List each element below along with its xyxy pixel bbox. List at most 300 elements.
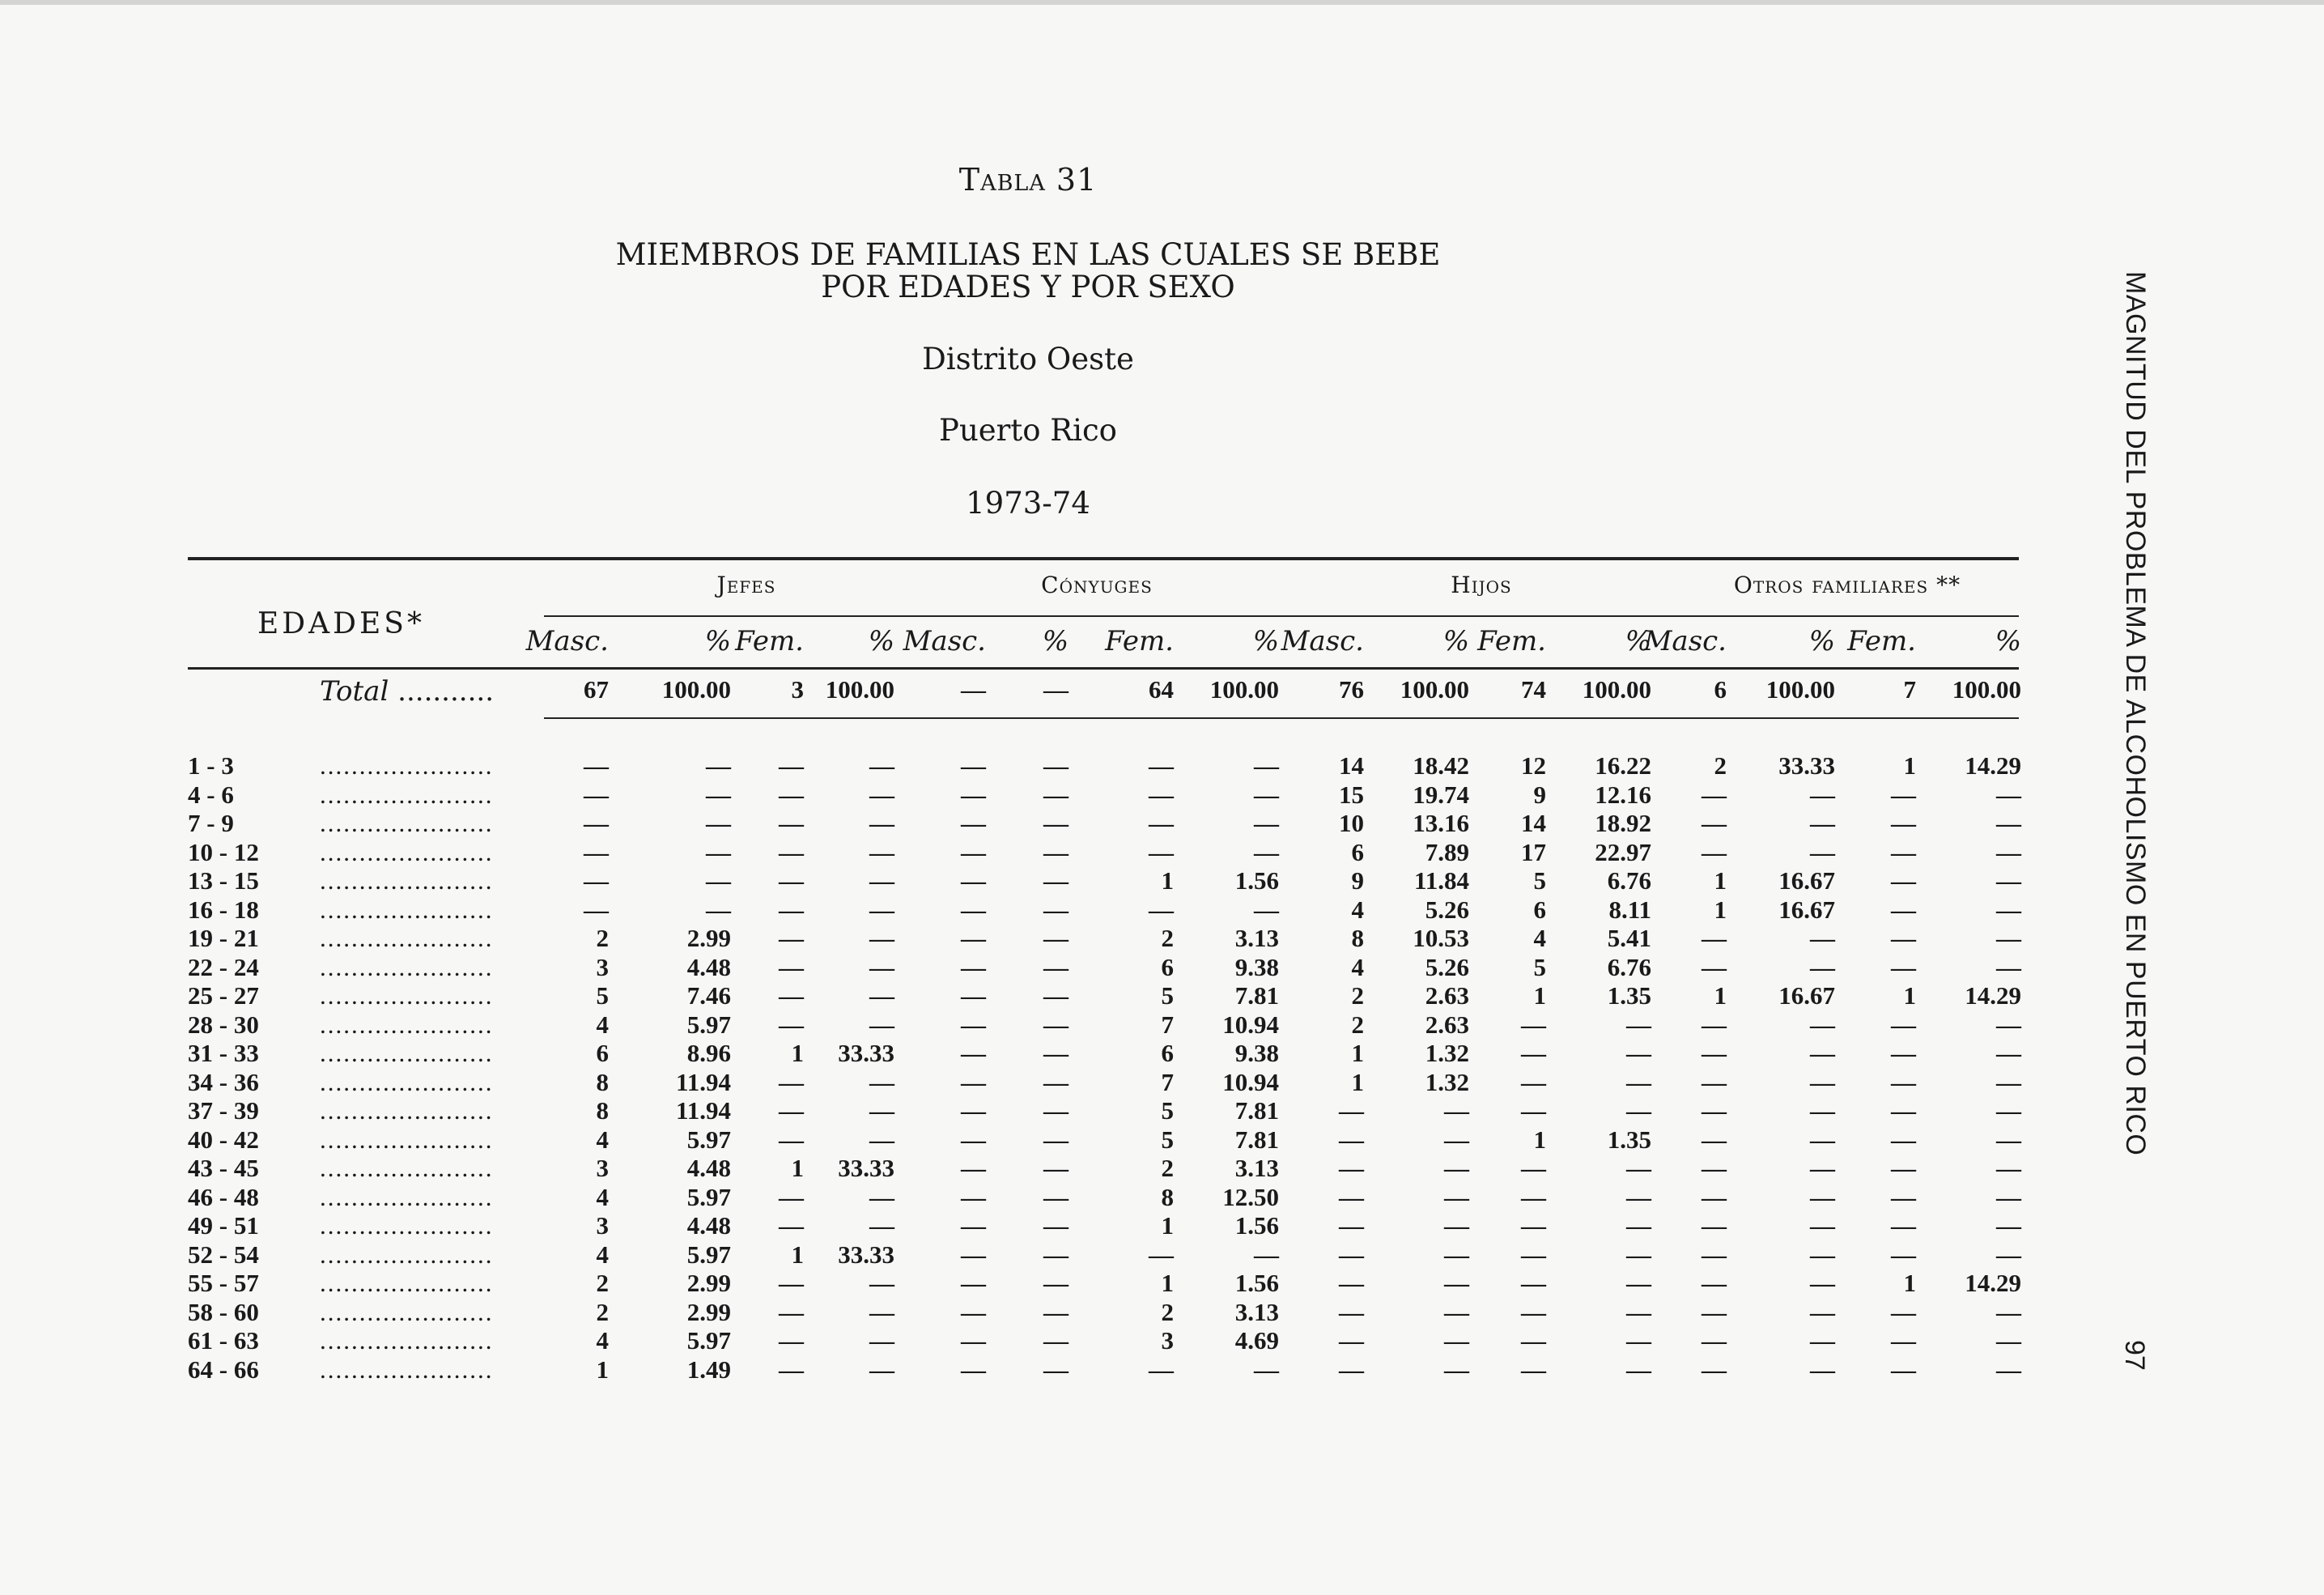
table-cell: 4 <box>596 1183 609 1211</box>
table-cell: 5.97 <box>686 1183 731 1211</box>
table-cell: 7 <box>1161 1010 1174 1039</box>
table-cell: — <box>869 751 894 780</box>
table-cell: 5 <box>1533 953 1546 981</box>
table-cell: — <box>961 1211 986 1240</box>
table-cell: — <box>1810 953 1835 981</box>
table-cell: — <box>1891 924 1916 952</box>
table-cell: 1 <box>1161 1269 1174 1297</box>
table-cell: — <box>869 866 894 895</box>
table-cell: 1 <box>791 1039 804 1067</box>
table-cell: — <box>1996 866 2021 895</box>
table-cell: — <box>1996 1039 2021 1067</box>
column-subheader: % <box>704 625 731 657</box>
table-cell: — <box>1996 1211 2021 1240</box>
row-age-label: 46 - 48 <box>188 1183 259 1211</box>
table-cell: 9.38 <box>1234 1039 1279 1067</box>
table-cell: — <box>779 1125 804 1154</box>
table-cell: — <box>1339 1125 1364 1154</box>
table-cell: — <box>1254 809 1279 837</box>
table-cell: 33.33 <box>1778 751 1835 780</box>
table-cell: — <box>1149 895 1174 924</box>
column-subheader: % <box>868 625 894 657</box>
total-cell: 100.00 <box>1765 675 1835 704</box>
table-cell: — <box>869 1298 894 1326</box>
table-cell: — <box>961 981 986 1010</box>
table-cell: — <box>1891 1326 1916 1355</box>
column-subheader: % <box>1442 625 1469 657</box>
table-cell: 14 <box>1521 809 1546 837</box>
column-subheader: Fem. <box>1847 625 1916 657</box>
table-cell: 2.63 <box>1425 981 1469 1010</box>
table-cell: — <box>1521 1269 1546 1297</box>
table-cell: 1.35 <box>1607 1125 1651 1154</box>
table-cell: — <box>1702 924 1727 952</box>
table-cell: — <box>1702 1240 1727 1269</box>
row-age-label: 25 - 27 <box>188 981 259 1010</box>
table-cell: — <box>706 895 731 924</box>
table-cell: — <box>1996 924 2021 952</box>
table-cell: — <box>1149 838 1174 866</box>
table-cell: — <box>1444 1211 1469 1240</box>
table-cell: 1.56 <box>1234 866 1279 895</box>
total-label-text: Total <box>320 675 389 708</box>
table-cell: — <box>1996 780 2021 809</box>
table-cell: 5.97 <box>686 1240 731 1269</box>
table-label: Tabla 31 <box>958 162 1098 198</box>
table-cell: 33.33 <box>838 1039 894 1067</box>
table-cell: — <box>869 1326 894 1355</box>
table-cell: 18.92 <box>1595 809 1651 837</box>
table-cell: 8.11 <box>1608 895 1651 924</box>
column-subheader: Masc. <box>525 625 609 657</box>
table-cell: — <box>1702 1154 1727 1182</box>
table-cell: — <box>1810 1269 1835 1297</box>
table-cell: 1 <box>1903 1269 1916 1297</box>
table-cell: — <box>961 895 986 924</box>
table-cell: — <box>1810 1096 1835 1125</box>
table-cell: — <box>869 809 894 837</box>
table-cell: 12.50 <box>1222 1183 1279 1211</box>
table-cell: — <box>1444 1183 1469 1211</box>
table-cell: 4 <box>596 1010 609 1039</box>
column-subheader: % <box>1625 625 1651 657</box>
table-cell: — <box>1521 1039 1546 1067</box>
table-cell: — <box>1702 838 1727 866</box>
table-cell: — <box>1702 953 1727 981</box>
table-cell: 5.97 <box>686 1326 731 1355</box>
table-cell: — <box>1626 1326 1651 1355</box>
table-cell: 16.67 <box>1778 895 1835 924</box>
table-cell: — <box>779 1010 804 1039</box>
table-cell: 10 <box>1339 809 1364 837</box>
table-cell: — <box>1254 895 1279 924</box>
total-cell: 100.00 <box>661 675 731 704</box>
table-cell: 7.46 <box>686 981 731 1010</box>
table-cell: 6 <box>1161 1039 1174 1067</box>
table-cell: — <box>961 1183 986 1211</box>
table-cell: 4 <box>1351 953 1364 981</box>
table-cell: 12 <box>1521 751 1546 780</box>
table-cell: 4 <box>1351 895 1364 924</box>
table-cell: 5 <box>1161 1096 1174 1125</box>
table-cell: 8.96 <box>686 1039 731 1067</box>
table-cell: 7.81 <box>1234 1096 1279 1125</box>
row-age-label: 58 - 60 <box>188 1298 259 1326</box>
table-cell: 2 <box>1161 924 1174 952</box>
table-cell: — <box>1626 1355 1651 1384</box>
table-cell: 1.32 <box>1425 1039 1469 1067</box>
column-subheader: Fem. <box>1105 625 1174 657</box>
table-cell: — <box>1891 838 1916 866</box>
row-age-label: 19 - 21 <box>188 924 259 952</box>
total-row-label <box>320 675 494 708</box>
table-cell: 3 <box>596 1211 609 1240</box>
table-cell: — <box>1339 1211 1364 1240</box>
table-cell: — <box>1626 1154 1651 1182</box>
table-cell: — <box>1149 1355 1174 1384</box>
table-cell: 16.67 <box>1778 981 1835 1010</box>
row-age-label: 64 - 66 <box>188 1355 259 1384</box>
row-age-label: 49 - 51 <box>188 1211 259 1240</box>
table-cell: 2.99 <box>686 924 731 952</box>
total-label-dots: ........... <box>397 675 495 708</box>
table-cell: — <box>1043 1125 1069 1154</box>
table-cell: — <box>1521 1355 1546 1384</box>
table-cell: — <box>1810 1211 1835 1240</box>
table-cell: — <box>1339 1096 1364 1125</box>
table-cell: — <box>869 1269 894 1297</box>
table-cell: 7.81 <box>1234 1125 1279 1154</box>
table-cell: — <box>1444 1355 1469 1384</box>
table-cell: — <box>779 1355 804 1384</box>
row-age-label: 10 - 12 <box>188 838 259 866</box>
table-cell: — <box>1891 1068 1916 1096</box>
table-cell: 10.94 <box>1222 1010 1279 1039</box>
table-cell: — <box>1996 1240 2021 1269</box>
table-cell: 5.41 <box>1607 924 1651 952</box>
row-leader-dots: ...................... <box>320 838 494 866</box>
table-cell: — <box>1996 1125 2021 1154</box>
row-leader-dots: ...................... <box>320 780 494 809</box>
table-cell: — <box>869 838 894 866</box>
table-cell: 2 <box>596 1298 609 1326</box>
table-cell: 14.29 <box>1965 751 2021 780</box>
row-age-label: 61 - 63 <box>188 1326 259 1355</box>
table-cell: — <box>1444 1125 1469 1154</box>
row-leader-dots: ...................... <box>320 953 494 981</box>
table-cell: 1 <box>1903 981 1916 1010</box>
table-cell: — <box>1891 1183 1916 1211</box>
table-cell: — <box>1702 1298 1727 1326</box>
table-cell: — <box>1702 1183 1727 1211</box>
table-cell: — <box>1810 1298 1835 1326</box>
table-cell: 1 <box>1533 1125 1546 1154</box>
table-cell: — <box>961 1240 986 1269</box>
total-cell: 100.00 <box>1582 675 1651 704</box>
table-cell: 2.63 <box>1425 1010 1469 1039</box>
table-cell: — <box>961 1125 986 1154</box>
table-cell: — <box>869 1355 894 1384</box>
column-subheader: Fem. <box>735 625 804 657</box>
table-cell: 10.53 <box>1413 924 1469 952</box>
row-age-label: 52 - 54 <box>188 1240 259 1269</box>
table-cell: — <box>1996 838 2021 866</box>
table-cell: — <box>1521 1298 1546 1326</box>
table-cell: — <box>1996 809 2021 837</box>
row-leader-dots: ...................... <box>320 1183 494 1211</box>
table-cell: — <box>779 1183 804 1211</box>
table-cell: — <box>1810 838 1835 866</box>
table-cell: — <box>1810 1154 1835 1182</box>
column-subheader: % <box>1042 625 1069 657</box>
table-cell: 6 <box>596 1039 609 1067</box>
table-cell: — <box>1891 895 1916 924</box>
table-cell: — <box>1891 1154 1916 1182</box>
table-cell: — <box>706 809 731 837</box>
table-cell: — <box>1043 1183 1069 1211</box>
table-cell: — <box>1043 1039 1069 1067</box>
table-cell: — <box>1996 953 2021 981</box>
table-cell: — <box>1891 1355 1916 1384</box>
table-cell: — <box>869 1096 894 1125</box>
table-cell: — <box>1149 751 1174 780</box>
table-cell: — <box>779 1269 804 1297</box>
group-header: Hijos <box>1451 572 1512 598</box>
table-cell: 1 <box>791 1154 804 1182</box>
table-cell: — <box>1891 780 1916 809</box>
table-cell: — <box>1891 1240 1916 1269</box>
table-cell: — <box>1254 838 1279 866</box>
table-cell: — <box>1702 1096 1727 1125</box>
district-label: Distrito Oeste <box>922 342 1134 376</box>
table-cell: — <box>1043 1326 1069 1355</box>
group-header: Jefes <box>716 572 776 598</box>
table-cell: 10.94 <box>1222 1068 1279 1096</box>
table-cell: 4 <box>596 1326 609 1355</box>
table-cell: 2.99 <box>686 1298 731 1326</box>
row-leader-dots: ...................... <box>320 751 494 780</box>
table-cell: — <box>1996 1068 2021 1096</box>
table-cell: 7.89 <box>1425 838 1469 866</box>
row-leader-dots: ...................... <box>320 895 494 924</box>
row-leader-dots: ...................... <box>320 981 494 1010</box>
table-cell: — <box>1891 866 1916 895</box>
total-cell: 76 <box>1339 675 1364 704</box>
row-age-label: 31 - 33 <box>188 1039 259 1067</box>
table-cell: — <box>1339 1240 1364 1269</box>
table-cell: — <box>1810 1010 1835 1039</box>
table-cell: 16.22 <box>1595 751 1651 780</box>
table-cell: 9 <box>1533 780 1546 809</box>
table-cell: 1 <box>1351 1068 1364 1096</box>
table-cell: 1 <box>1903 751 1916 780</box>
row-leader-dots: ...................... <box>320 1154 494 1182</box>
table-cell: — <box>961 1355 986 1384</box>
row-age-label: 37 - 39 <box>188 1096 259 1125</box>
table-cell: 2 <box>1351 981 1364 1010</box>
row-age-label: 4 - 6 <box>188 780 234 809</box>
table-cell: — <box>961 809 986 837</box>
table-cell: 1.56 <box>1234 1211 1279 1240</box>
table-cell: — <box>1891 1010 1916 1039</box>
table-cell: — <box>1810 1183 1835 1211</box>
table-cell: — <box>1043 838 1069 866</box>
table-cell: 4 <box>1533 924 1546 952</box>
table-cell: — <box>1996 1096 2021 1125</box>
table-cell: — <box>961 866 986 895</box>
table-cell: 22.97 <box>1595 838 1651 866</box>
table-cell: — <box>584 780 609 809</box>
table-cell: — <box>779 1326 804 1355</box>
table-cell: 12.16 <box>1595 780 1651 809</box>
table-cell: — <box>961 1326 986 1355</box>
table-cell: — <box>1043 895 1069 924</box>
table-cell: — <box>1996 895 2021 924</box>
table-cell: 5.26 <box>1425 895 1469 924</box>
table-cell: — <box>1043 1240 1069 1269</box>
total-cell: — <box>961 675 986 704</box>
table-cell: — <box>961 1068 986 1096</box>
table-cell: 2 <box>1161 1154 1174 1182</box>
table-cell: — <box>1702 1326 1727 1355</box>
table-cell: 3 <box>596 1154 609 1182</box>
table-cell: 8 <box>596 1096 609 1125</box>
table-cell: — <box>1702 1125 1727 1154</box>
table-cell: 8 <box>1161 1183 1174 1211</box>
table-cell: — <box>1043 780 1069 809</box>
table-cell: — <box>1891 809 1916 837</box>
row-leader-dots: ...................... <box>320 1096 494 1125</box>
table-cell: — <box>1521 1154 1546 1182</box>
table-cell: — <box>779 1096 804 1125</box>
table-cell: 6 <box>1533 895 1546 924</box>
table-cell: 4 <box>596 1240 609 1269</box>
table-cell: 5 <box>1533 866 1546 895</box>
table-cell: 6 <box>1161 953 1174 981</box>
column-subheader: Masc. <box>1281 625 1364 657</box>
table-cell: — <box>1043 1010 1069 1039</box>
table-cell: — <box>779 809 804 837</box>
table-cell: 11.94 <box>675 1068 731 1096</box>
total-cell: 100.00 <box>1209 675 1279 704</box>
table-cell: 19.74 <box>1413 780 1469 809</box>
table-cell: — <box>1339 1269 1364 1297</box>
table-cell: — <box>1444 1096 1469 1125</box>
table-cell: — <box>1043 1068 1069 1096</box>
table-cell: — <box>584 809 609 837</box>
row-leader-dots: ...................... <box>320 1326 494 1355</box>
table-cell: — <box>1810 1355 1835 1384</box>
table-cell: — <box>1521 1183 1546 1211</box>
table-cell: — <box>1521 1240 1546 1269</box>
table-cell: — <box>869 953 894 981</box>
table-cell: — <box>961 780 986 809</box>
table-cell: — <box>1891 1096 1916 1125</box>
row-leader-dots: ...................... <box>320 1211 494 1240</box>
row-age-label: 28 - 30 <box>188 1010 259 1039</box>
row-leader-dots: ...................... <box>320 809 494 837</box>
table-cell: 5.97 <box>686 1010 731 1039</box>
table-cell: — <box>779 751 804 780</box>
table-cell: 4.69 <box>1234 1326 1279 1355</box>
table-cell: — <box>1339 1298 1364 1326</box>
table-cell: — <box>869 924 894 952</box>
table-cell: — <box>961 1269 986 1297</box>
table-cell: 1 <box>1161 1211 1174 1240</box>
scan-top-edge <box>0 0 2324 5</box>
table-cell: 13.16 <box>1413 809 1469 837</box>
table-cell: — <box>961 953 986 981</box>
table-cell: — <box>1891 1125 1916 1154</box>
table-cell: — <box>1996 1326 2021 1355</box>
table-cell: — <box>1043 1269 1069 1297</box>
row-leader-dots: ...................... <box>320 1298 494 1326</box>
table-cell: — <box>1626 1183 1651 1211</box>
table-cell: — <box>1891 953 1916 981</box>
table-cell: — <box>1702 780 1727 809</box>
table-cell: 5.97 <box>686 1125 731 1154</box>
row-leader-dots: ...................... <box>320 1269 494 1297</box>
table-cell: 3.13 <box>1234 924 1279 952</box>
table-cell: — <box>584 895 609 924</box>
column-subheader: % <box>1252 625 1279 657</box>
table-cell: — <box>706 780 731 809</box>
table-cell: — <box>706 866 731 895</box>
table-cell: 11.94 <box>675 1096 731 1125</box>
table-cell: — <box>779 1068 804 1096</box>
place-label: Puerto Rico <box>939 413 1117 448</box>
table-cell: — <box>1149 809 1174 837</box>
table-cell: 4.48 <box>686 1154 731 1182</box>
table-cell: — <box>1626 1298 1651 1326</box>
column-subheader: % <box>1995 625 2021 657</box>
table-cell: — <box>1043 866 1069 895</box>
table-cell: — <box>1339 1326 1364 1355</box>
table-cell: 1 <box>1714 981 1727 1010</box>
table-cell: 14 <box>1339 751 1364 780</box>
table-cell: — <box>1702 1068 1727 1096</box>
table-cell: — <box>961 838 986 866</box>
table-cell: — <box>1521 1096 1546 1125</box>
table-cell: — <box>1521 1068 1546 1096</box>
table-cell: — <box>961 924 986 952</box>
row-age-label: 34 - 36 <box>188 1068 259 1096</box>
table-cell: 4 <box>596 1125 609 1154</box>
table-cell: — <box>1149 1240 1174 1269</box>
table-cell: — <box>584 751 609 780</box>
column-subheader: % <box>1808 625 1835 657</box>
table-cell: — <box>1043 809 1069 837</box>
row-age-label: 22 - 24 <box>188 953 259 981</box>
column-subheader: Masc. <box>1643 625 1727 657</box>
table-cell: — <box>1444 1269 1469 1297</box>
table-cell: — <box>869 780 894 809</box>
table-cell: — <box>779 866 804 895</box>
table-cell: — <box>1521 1010 1546 1039</box>
table-cell: 5 <box>596 981 609 1010</box>
total-cell: 67 <box>584 675 609 704</box>
table-cell: — <box>1339 1183 1364 1211</box>
table-cell: 4.48 <box>686 953 731 981</box>
table-cell: — <box>1043 1211 1069 1240</box>
table-cell: — <box>1810 1068 1835 1096</box>
year-label: 1973-74 <box>966 486 1090 521</box>
table-cell: — <box>1043 953 1069 981</box>
total-bottom-rule <box>544 717 2019 719</box>
table-cell: — <box>1043 1154 1069 1182</box>
table-cell: 1.32 <box>1425 1068 1469 1096</box>
table-cell: 14.29 <box>1965 981 2021 1010</box>
